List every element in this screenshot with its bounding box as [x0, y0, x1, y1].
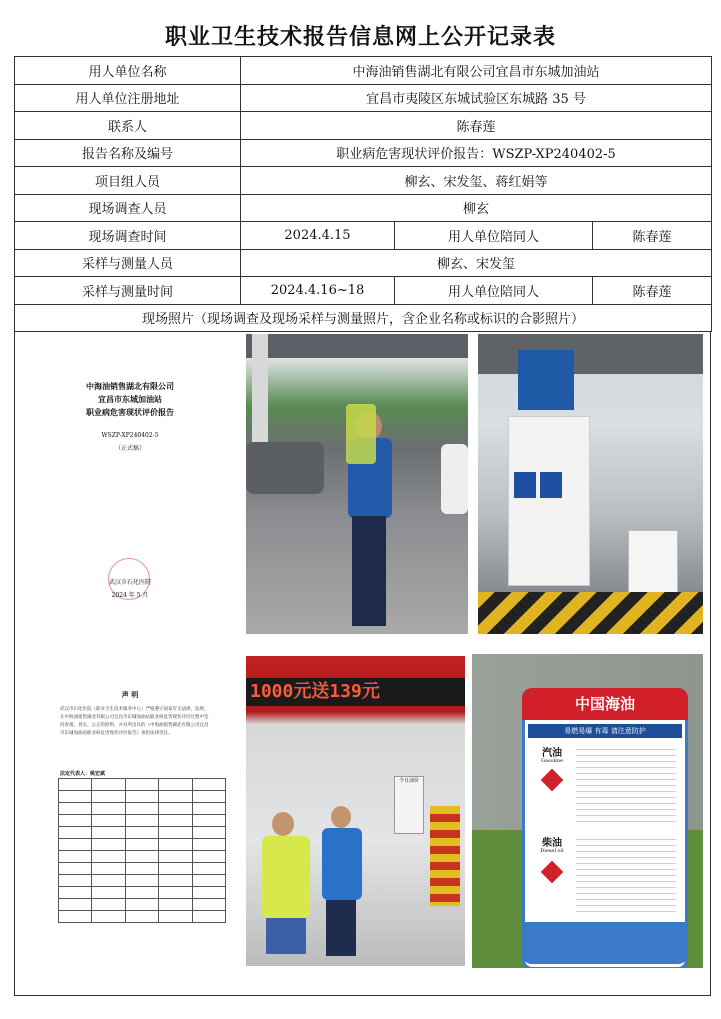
- table-row: [15, 249, 712, 277]
- page-title: 职业卫生技术报告信息网上公开记录表: [164, 25, 556, 50]
- unit-address-value: 宜昌市夷陵区东城试验区东城路 35 号: [241, 84, 712, 112]
- cover-date: 2024 年 5 月: [111, 592, 149, 599]
- table-row: [15, 194, 712, 222]
- unit-name-value: 中海油销售湖北有限公司宜昌市东城加油站: [241, 57, 712, 85]
- cover-line: 宜昌市东城加油站: [98, 394, 162, 404]
- team-value: 柳玄、宋发玺、蒋红娟等: [241, 167, 712, 195]
- photos-header: 现场照片（现场调查及现场采样与测量照片，含企业名称或标识的合影照片）: [15, 304, 712, 332]
- table-row: [15, 222, 712, 250]
- statement-heading: 声 明: [121, 690, 139, 699]
- row-label: 用人单位注册地址: [15, 84, 241, 112]
- row-label: 用人单位名称: [15, 57, 241, 85]
- led-banner: 1000元送139元: [250, 681, 380, 702]
- sampling-time-value: 2024.4.16~18: [241, 277, 395, 305]
- report-cover-image: [30, 340, 230, 640]
- sampling-staff-value: 柳玄、宋发玺: [241, 249, 712, 277]
- row-label: 采样与测量人员: [15, 249, 241, 277]
- cover-edition: （正式稿）: [114, 445, 145, 452]
- table-row: [15, 304, 712, 332]
- gasoline-label: 汽油: [542, 748, 562, 759]
- table-row: [15, 112, 712, 140]
- table-row: [15, 167, 712, 195]
- cover-line: 中海油销售湖北有限公司: [86, 381, 174, 391]
- report-value: 职业病危害现状评价报告：WSZP-XP240402-5: [241, 139, 712, 167]
- statement-signer: 法定代表人：姚宏斌: [60, 771, 106, 777]
- accomp-label: 用人单位陪同人: [395, 222, 593, 250]
- row-label: 采样与测量时间: [15, 277, 241, 305]
- gasoline-en-label: Gasoline: [541, 758, 563, 764]
- survey-photo: [246, 334, 468, 634]
- row-label: 项目组人员: [15, 167, 241, 195]
- price-board: 今日油价: [394, 776, 424, 834]
- dispenser-photo: [478, 334, 703, 634]
- warning-sign-photo: [472, 654, 703, 968]
- group-photo: [246, 656, 465, 966]
- accomp-label: 用人单位陪同人: [395, 277, 593, 305]
- statement-image: [30, 662, 230, 962]
- warning-header: 易燃易爆 有毒 请注意防护: [528, 724, 682, 738]
- brand-logo: 中国海油: [522, 688, 688, 720]
- row-label: 现场调查人员: [15, 194, 241, 222]
- record-table: [14, 56, 712, 332]
- row-label: 现场调查时间: [15, 222, 241, 250]
- table-row: [15, 57, 712, 85]
- contact-value: 陈春莲: [241, 112, 712, 140]
- staff-grid: [58, 778, 226, 923]
- accomp-value: 陈春莲: [593, 277, 712, 305]
- diesel-en-label: Diesel oil: [540, 848, 564, 854]
- cover-line: 职业病危害现状评价报告: [86, 407, 174, 417]
- table-row: [15, 139, 712, 167]
- statement-text: 武汉市石化医院（职业卫生技术服务中心）严格遵守国家有关法律、法规，在中海油销售湖北有限公司宜昌市东城加油站职业病危害现状评价过程中坚持客观、真实、公正的原则，并对所出具的《中海油销售湖北有限公司宜昌市东城加油站职业病危害现状评价报告》承担法律责任。: [60, 707, 209, 736]
- accomp-value: 陈春莲: [593, 222, 712, 250]
- cover-org: 武汉市石化医院: [108, 579, 151, 586]
- cover-code: WSZP-XP240402-5: [101, 432, 159, 439]
- survey-time-value: 2024.4.15: [241, 222, 395, 250]
- table-row: [15, 84, 712, 112]
- diesel-label: 柴油: [542, 838, 562, 849]
- row-label: 报告名称及编号: [15, 139, 241, 167]
- survey-staff-value: 柳玄: [241, 194, 712, 222]
- table-row: [15, 277, 712, 305]
- row-label: 联系人: [15, 112, 241, 140]
